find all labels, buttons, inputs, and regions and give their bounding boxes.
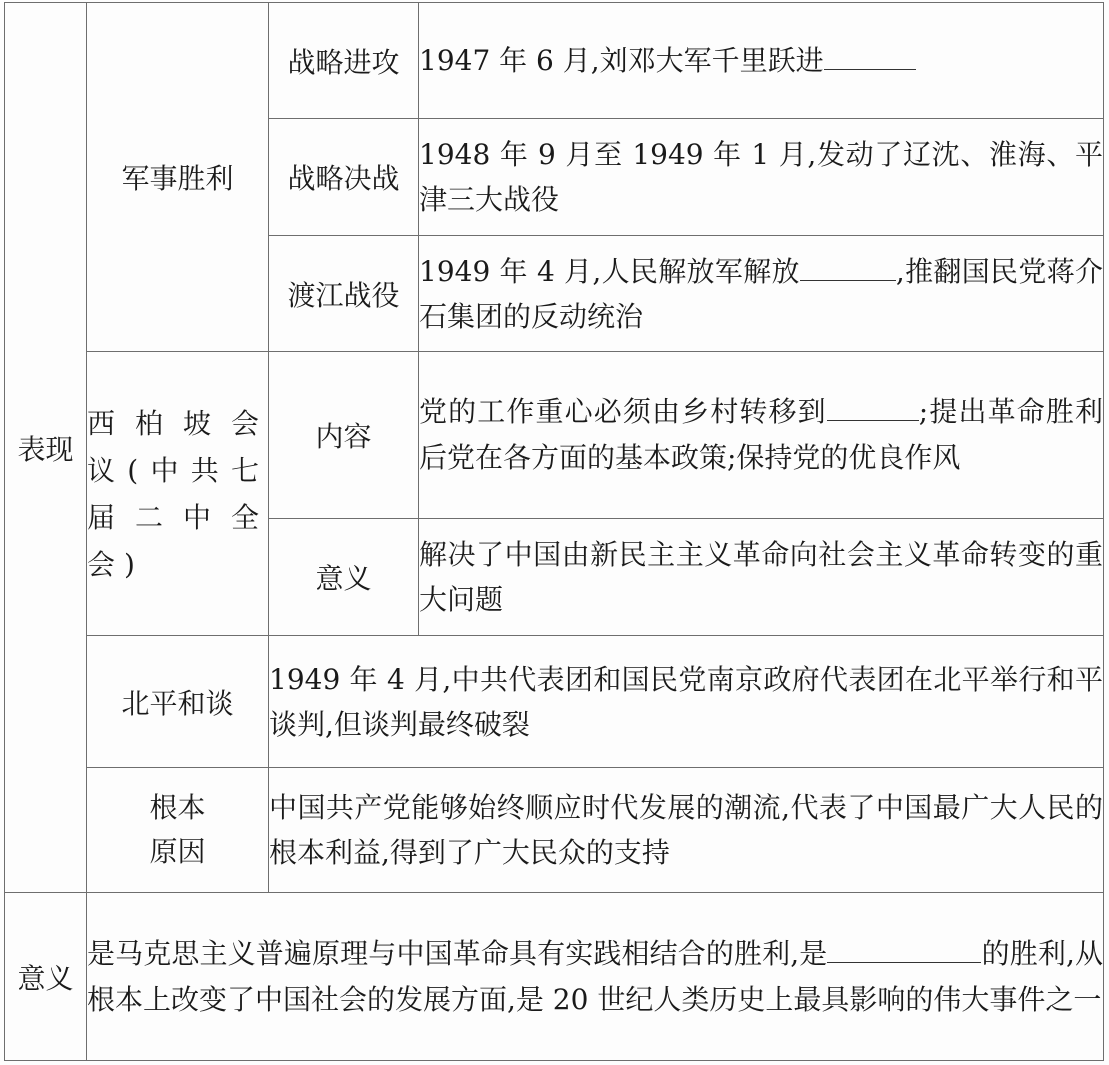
label-strategic-decisive: 战略决战	[269, 119, 419, 236]
category-beiping-peace-talks: 北平和谈	[87, 636, 269, 768]
knowledge-table	[4, 2, 1104, 1061]
table-row	[5, 636, 1104, 768]
label-content: 内容	[269, 352, 419, 519]
text-strategic-decisive: 1948 年 9 月至 1949 年 1 月,发动了辽沈、淮海、平津三大战役	[419, 119, 1104, 236]
category-military-victory: 军事胜利	[87, 3, 269, 352]
text-root-cause: 中国共产党能够始终顺应时代发展的潮流,代表了中国最广大人民的根本利益,得到了广大民众的支持	[269, 768, 1104, 893]
row-header-biaoxian: 表现	[5, 3, 87, 893]
fill-in-blank[interactable]	[827, 419, 919, 421]
table-row	[5, 352, 1104, 519]
fill-in-blank[interactable]	[800, 279, 896, 281]
text-xibaipo-significance: 解决了中国由新民主主义革命向社会主义革命转变的重大问题	[419, 519, 1104, 636]
text-beiping-peace-talks: 1949 年 4 月,中共代表团和国民党南京政府代表团在北平举行和平谈判,但谈判最终破裂	[269, 636, 1104, 768]
label-yangtze-crossing: 渡江战役	[269, 236, 419, 352]
label-strategic-offensive: 战略进攻	[269, 3, 419, 119]
fill-in-blank[interactable]	[824, 68, 916, 70]
row-header-root-cause: 根本 原因	[87, 768, 269, 893]
text-significance: 是马克思主义普遍原理与中国革命具有实践相结合的胜利,是 的胜利,从根本上改变了中国社会的发展方面,是 20 世纪人类历史上最具影响的伟大事件之一	[87, 893, 1104, 1061]
label-xibaipo-significance: 意义	[269, 519, 419, 636]
category-xibaipo-meeting: 西柏坡会议(中共七届二中全会)	[87, 352, 269, 636]
text-content: 党的工作重心必须由乡村转移到 ;提出革命胜利后党在各方面的基本政策;保持党的优良作风	[419, 352, 1104, 519]
row-header-significance: 意义	[5, 893, 87, 1061]
text-yangtze-crossing: 1949 年 4 月,人民解放军解放 ,推翻国民党蒋介石集团的反动统治	[419, 236, 1104, 352]
fill-in-blank-continued[interactable]	[923, 961, 981, 963]
table-row	[5, 893, 1104, 1061]
fill-in-blank[interactable]	[827, 961, 923, 963]
table-row	[5, 3, 1104, 119]
table-row	[5, 768, 1104, 893]
text-strategic-offensive: 1947 年 6 月,刘邓大军千里跃进	[419, 3, 1104, 119]
